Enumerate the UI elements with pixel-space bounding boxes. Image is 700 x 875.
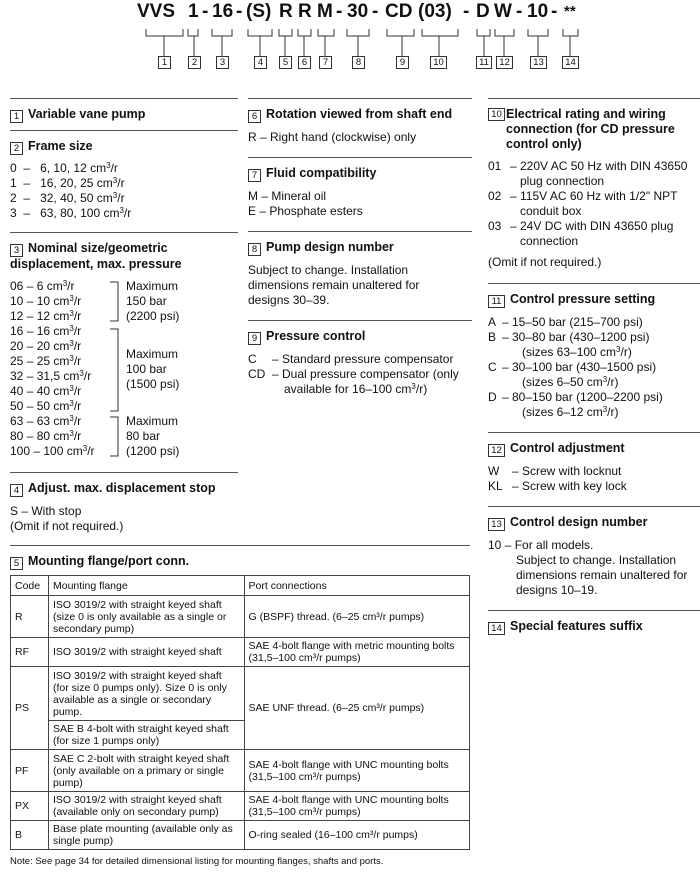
list-item: 10 – For all models. — [488, 538, 594, 552]
code-token-16: 16 — [212, 1, 234, 22]
omit-note: (Omit if not required.) — [488, 255, 602, 269]
list-item: 2 – 32, 40, 50 $cm^3/r$ — [10, 191, 125, 205]
cell-flange: ISO 3019/2 with straight keyed shaft (available only on secondary pump) — [48, 792, 244, 821]
column-header: Code — [11, 576, 49, 596]
list-item: 32 – 31,5 $cm^3/r$ — [10, 369, 92, 383]
code-box-4: 4 — [254, 56, 267, 69]
code-box-1: 1 — [158, 56, 171, 69]
list-item: 50 – 50 $cm^3/r$ — [10, 399, 82, 413]
cell-port: SAE UNF thread. (6–25 cm³/r pumps) — [244, 667, 469, 750]
table-header-row — [11, 576, 470, 596]
text-line: designs 30–39. — [248, 293, 330, 307]
mounting-flange-table — [10, 575, 470, 850]
list-item: 63 – 63 $cm^3/r$ — [10, 414, 82, 428]
section-2-title: 2 Frame size — [10, 139, 238, 155]
cell-flange: ISO 3019/2 with straight keyed shaft — [48, 638, 244, 667]
code-box-10: 10 — [430, 56, 447, 69]
code-token-d: D — [476, 1, 490, 22]
electrical-list — [488, 159, 700, 270]
list-item: CD – Dual pressure compensator (only — [248, 367, 459, 381]
section-6-title: 6 Rotation viewed from shaft end — [248, 107, 472, 123]
table-row — [11, 750, 470, 792]
list-item: 80 – 80 $cm^3/r$ — [10, 429, 82, 443]
section-5 — [10, 545, 470, 869]
list-item-continuation: (sizes 6–50 $cm^3/r$) — [522, 375, 619, 389]
cell-port: SAE 4-bolt flange with metric mounting bolts (31,5–100 cm³/r pumps) — [244, 638, 469, 667]
code-token-s: (S) — [246, 1, 272, 22]
cell-flange: Base plate mounting (available only as single pump) — [48, 821, 244, 850]
list-item: 3 – 63, 80, 100 $cm^3/r$ — [10, 206, 132, 220]
nominal-size-list — [10, 279, 238, 459]
cell-code: PF — [11, 750, 49, 792]
cell-code: R — [11, 596, 49, 638]
group-brackets — [10, 279, 130, 459]
list-item-continuation: conduit box — [520, 204, 582, 218]
section-12-title: 12 Control adjustment — [488, 441, 700, 457]
list-item: 1 – 16, 20, 25 $cm^3/r$ — [10, 176, 125, 190]
section-7-title: 7 Fluid compatibility — [248, 166, 472, 182]
section-5-title: 5 Mounting flange/port conn. — [10, 554, 470, 570]
list-item: S – With stop — [10, 504, 82, 518]
code-box-5: 5 — [279, 56, 292, 69]
section-1-title: 1 Variable vane pump — [10, 107, 238, 123]
code-box-12: 12 — [496, 56, 513, 69]
code-box-14: 14 — [562, 56, 579, 69]
list-item: 01 – 220V AC 50 Hz with DIN 43650 — [488, 159, 688, 173]
list-item: D – 80–150 bar (1200–2200 psi) — [488, 390, 663, 404]
code-token-1: 1 — [188, 1, 199, 22]
list-item: A – 15–50 bar (215–700 psi) — [488, 315, 643, 329]
cell-code: B — [11, 821, 49, 850]
list-item-continuation: available for 16–100 $cm^3/r$) — [284, 382, 428, 396]
table-row — [11, 821, 470, 850]
column-header: Mounting flange — [48, 576, 244, 596]
column-header: Port connections — [244, 576, 469, 596]
stop-list — [10, 504, 238, 534]
pressure-group-3: Maximum 80 bar (1200 psi) — [126, 414, 180, 458]
list-item: 10 – 10 $cm^3/r$ — [10, 294, 82, 308]
code-token-dash: - — [551, 1, 558, 22]
code-token-dash: - — [202, 1, 209, 22]
cell-port: SAE 4-bolt flange with UNC mounting bolts (31,5–100 cm³/r pumps) — [244, 750, 469, 792]
list-item-continuation: (sizes 63–100 $cm^3/r$) — [522, 345, 632, 359]
list-item: 25 – 25 $cm^3/r$ — [10, 354, 82, 368]
list-item: E – Phosphate esters — [248, 204, 363, 218]
table-row — [11, 638, 470, 667]
list-item: M – Mineral oil — [248, 189, 327, 203]
list-item: 0 – 6, 10, 12 $cm^3/r$ — [10, 161, 118, 175]
omit-note: (Omit if not required.) — [10, 519, 124, 533]
pressure-group-2: Maximum 100 bar (1500 psi) — [126, 347, 180, 391]
list-item: 16 – 16 $cm^3/r$ — [10, 324, 82, 338]
text-line: Subject to change. Installation — [516, 553, 677, 567]
cell-port: G (BSPF) thread. (6–25 cm³/r pumps) — [244, 596, 469, 638]
text-line: dimensions remain unaltered for — [248, 278, 420, 292]
list-item: 03 – 24V DC with DIN 43650 plug — [488, 219, 674, 233]
code-token-stars: ** — [564, 3, 576, 20]
code-token-m: M — [317, 1, 333, 22]
text-line: dimensions remain unaltered for — [516, 568, 688, 582]
section-11-title: 11 Control pressure setting — [488, 292, 700, 308]
section-9-title: 9 Pressure control — [248, 329, 472, 345]
code-token-dash: - — [463, 1, 470, 22]
code-box-8: 8 — [352, 56, 365, 69]
section-10-title: 10 Electrical rating and wiring connection (for CD pressure control only) — [488, 107, 700, 152]
table-row — [11, 596, 470, 638]
cell-flange: ISO 3019/2 with straight keyed shaft (size 0 is only available as a single or secondary pump) — [48, 596, 244, 638]
cell-port: SAE 4-bolt flange with UNC mounting bolts (31,5–100 cm³/r pumps) — [244, 792, 469, 821]
code-box-3: 3 — [216, 56, 229, 69]
code-token-cd: CD — [385, 1, 413, 22]
code-token-dash: - — [372, 1, 379, 22]
middle-column — [248, 98, 472, 397]
list-item: KL – Screw with key lock — [488, 479, 627, 493]
section-4-title: 4 Adjust. max. displacement stop — [10, 481, 238, 497]
cell-code: PX — [11, 792, 49, 821]
text-line: designs 10–19. — [516, 583, 598, 597]
footnote: Note: See page 34 for detailed dimensional listing for mounting flanges, shafts and ports. — [10, 856, 384, 867]
frame-size-list — [10, 161, 238, 221]
list-item: 20 – 20 $cm^3/r$ — [10, 339, 82, 353]
section-14-title: 14 Special features suffix — [488, 619, 700, 635]
list-item: C – 30–100 bar (430–1500 psi) — [488, 360, 657, 374]
list-item-continuation: (sizes 6–12 $cm^3/r$) — [522, 405, 619, 419]
left-column — [10, 98, 238, 534]
code-box-13: 13 — [530, 56, 547, 69]
code-box-11: 11 — [476, 56, 492, 69]
cell-code: RF — [11, 638, 49, 667]
code-box-2: 2 — [188, 56, 201, 69]
code-token-r2: R — [298, 1, 312, 22]
section-8-title: 8 Pump design number — [248, 240, 472, 256]
code-token-30: 30 — [347, 1, 369, 22]
code-bracket-lines — [0, 0, 700, 74]
list-item: 06 – 6 $cm^3/r$ — [10, 279, 75, 293]
code-token-r1: R — [279, 1, 293, 22]
code-box-9: 9 — [396, 56, 409, 69]
code-token-dash: - — [236, 1, 243, 22]
list-item: 100 – 100 $cm^3/r$ — [10, 444, 95, 458]
list-item: C – Standard pressure compensator — [248, 352, 454, 366]
list-item: 12 – 12 $cm^3/r$ — [10, 309, 82, 323]
list-item: 02 – 115V AC 60 Hz with 1/2" NPT — [488, 189, 678, 203]
cell-port: O-ring sealed (16–100 cm³/r pumps) — [244, 821, 469, 850]
code-token-vvs: VVS — [137, 1, 176, 22]
table-row — [11, 792, 470, 821]
text-line: Subject to change. Installation — [248, 263, 409, 277]
cell-flange: ISO 3019/2 with straight keyed shaft (for size 0 pumps only). Size 0 is only available as a single or secondary pump. — [48, 667, 244, 721]
code-box-6: 6 — [298, 56, 311, 69]
right-column — [488, 98, 700, 635]
pressure-setting-list — [488, 315, 700, 420]
list-item-continuation: connection — [520, 234, 579, 248]
model-code-header — [0, 0, 700, 74]
list-item-continuation: plug connection — [520, 174, 605, 188]
code-box-7: 7 — [319, 56, 332, 69]
section-13-title: 13 Control design number — [488, 515, 700, 531]
cell-flange: SAE C 2-bolt with straight keyed shaft (only available on a primary or single pump) — [48, 750, 244, 792]
list-item: R – Right hand (clockwise) only — [248, 130, 417, 144]
table-row — [11, 667, 470, 721]
cell-flange: SAE B 4-bolt with straight keyed shaft (for size 1 pumps only) — [48, 721, 244, 750]
list-item: 40 – 40 $cm^3/r$ — [10, 384, 82, 398]
pressure-group-1: Maximum 150 bar (2200 psi) — [126, 279, 180, 323]
code-token-dash: - — [516, 1, 523, 22]
section-3-title: 3 Nominal size/geometric displacement, max. pressure — [10, 241, 182, 271]
code-token-03: (03) — [418, 1, 452, 22]
cell-code: PS — [11, 667, 49, 750]
code-token-w: W — [494, 1, 512, 22]
list-item: B – 30–80 bar (430–1200 psi) — [488, 330, 650, 344]
code-token-10: 10 — [527, 1, 549, 22]
code-token-dash: - — [336, 1, 343, 22]
list-item: W – Screw with locknut — [488, 464, 622, 478]
